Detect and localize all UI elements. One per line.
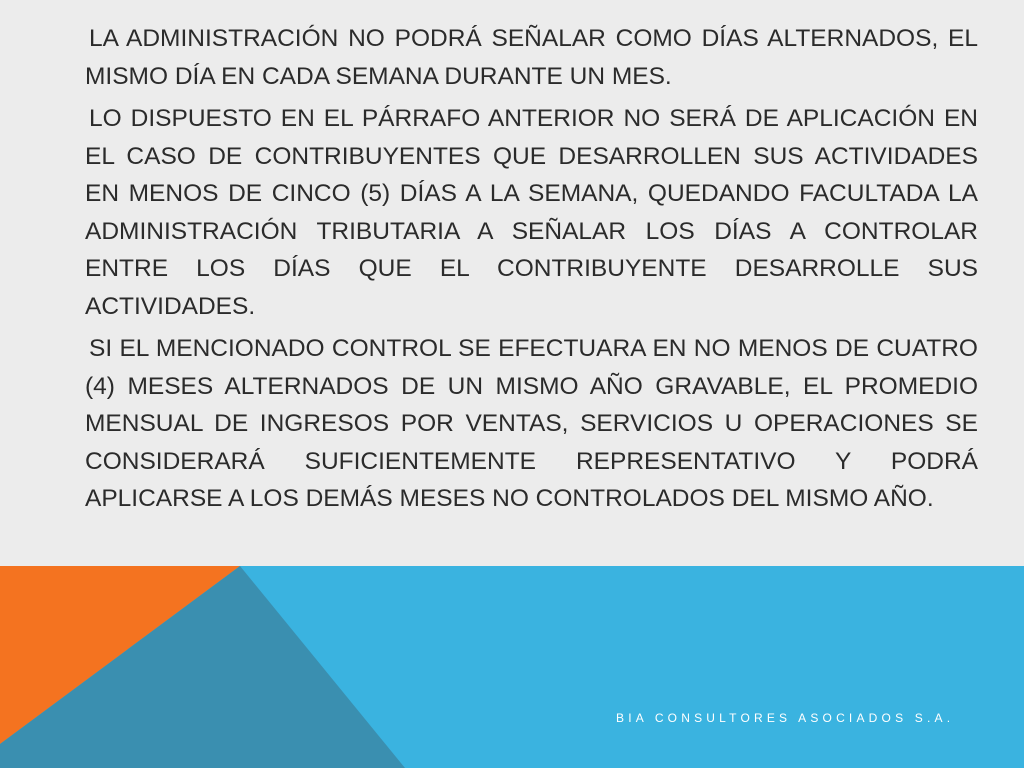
paragraph-2-text: LO DISPUESTO EN EL PÁRRAFO ANTERIOR NO SERÁ DE APLICACIÓN EN EL CASO DE CONTRIBUYENTES QUE DESARROLLEN SUS ACTIVIDADES EN MENOS DE CINCO (5) DÍAS A LA SEMANA, QUEDANDO FACULTADA LA ADMINISTRACIÓN TRIBUTARIA A SEÑALAR LOS DÍAS A CONTROLAR ENTRE LOS DÍAS QUE EL CONTRIBUYENTE DESARROLLE SUS ACTIVIDADES. <box>85 105 978 320</box>
paragraph-2 <box>85 100 978 325</box>
decorative-footer-band <box>0 566 1024 768</box>
footer-company-name: BIA CONSULTORES ASOCIADOS S.A. <box>616 711 955 725</box>
paragraph-3 <box>85 330 978 518</box>
paragraph-3-text: SI EL MENCIONADO CONTROL SE EFECTUARA EN NO MENOS DE CUATRO (4) MESES ALTERNADOS DE UN MISMO AÑO GRAVABLE, EL PROMEDIO MENSUAL DE INGRESOS POR VENTAS, SERVICIOS U OPERACIONES SE CONSIDERARÁ SUFICIENTEMENTE REPRESENTATIVO Y PODRÁ APLICARSE A LOS DEMÁS MESES NO CONTROLADOS DEL MISMO AÑO. <box>85 335 978 512</box>
paragraph-1 <box>85 20 978 95</box>
slide-body <box>85 20 978 523</box>
paragraph-1-text: LA ADMINISTRACIÓN NO PODRÁ SEÑALAR COMO DÍAS ALTERNADOS, EL MISMO DÍA EN CADA SEMANA DURANTE UN MES. <box>85 25 978 90</box>
